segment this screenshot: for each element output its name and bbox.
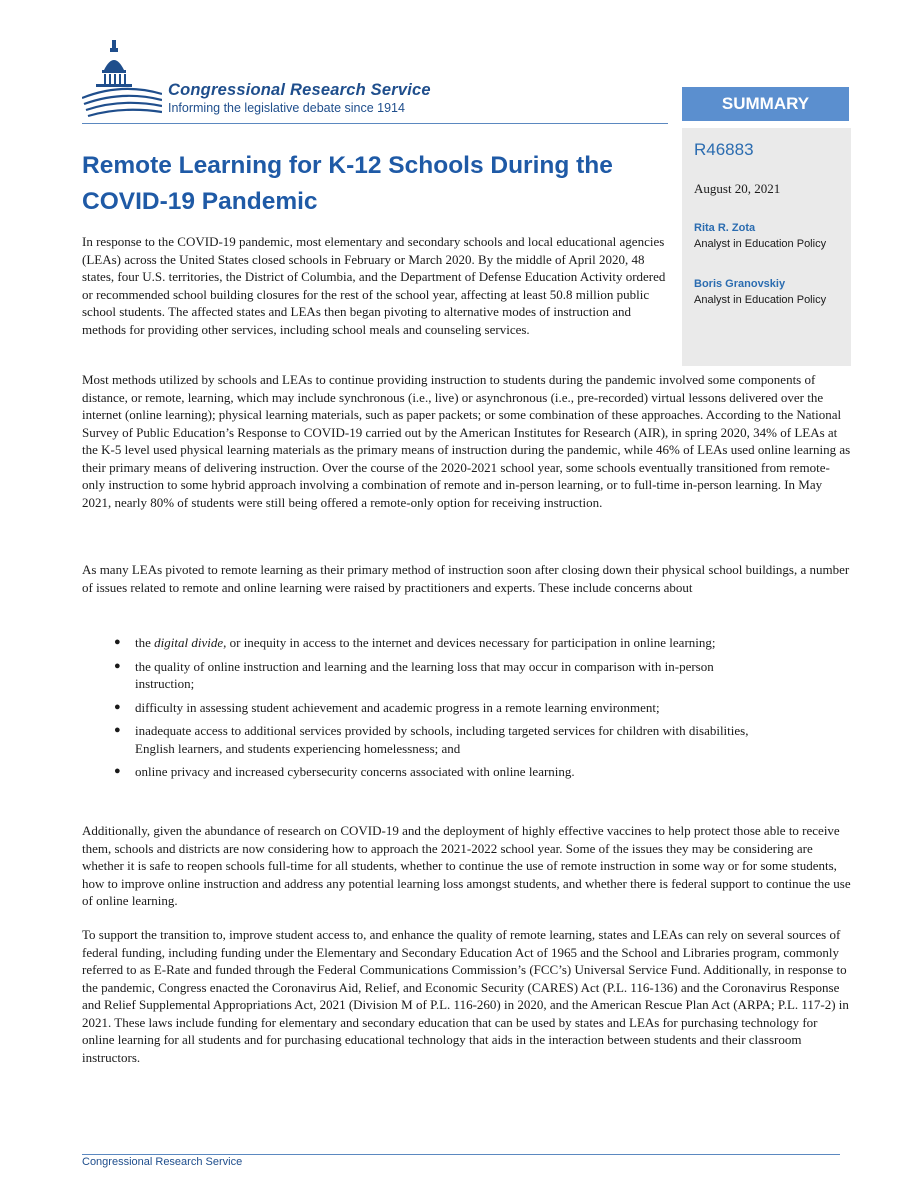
report-number: R46883 [694,140,754,159]
list-item: ● difficulty in assessing student achievement and academic progress in a remote learning environment; [114,699,660,715]
paragraph: As many LEAs pivoted to remote learning as their primary method of instruction soon after closing down their physical school buildings, a number of issues related to remote and online learning were raised by practitioners and experts. These include concerns about [82,562,850,595]
list-item: ● the digital divide, or inequity in access to the internet and devices necessary for participation in online learning; [114,635,716,650]
report-date: August 20, 2021 [694,181,781,196]
crs-logo [82,36,672,126]
author-name: Boris Granovskiy [694,278,786,290]
report-title: Remote Learning for K-12 Schools During the COVID-19 Pandemic [82,152,613,215]
paragraph: Most methods utilized by schools and LEAs to continue providing instruction to students during the pandemic involved some components of distance, or remote, learning, which may include synchronous (i.e., live) or asynchronous (i.e., pre-recorded) virtual lessons delivered over the internet (online learning); physical learning materials, such as paper packets; or some combination of these approaches. According to the National Survey of Public Education’s Response to COVID-19 carried out by the American Institutes for Research (AIR), in spring 2020, 34% of LEAs at the K-5 level used physical learning materials as the primary means of instruction during the pandemic, while 46% of LEAs used online learning as their primary means of delivering instruction. Over the course of the 2020-2021 school year, some schools eventually transitioned from remote-only instruction to some hybrid approach involving a combination of remote and in-person learning, or to full-time in-person learning. In May 2021, nearly 80% of students were still being offered a remote-only option for receiving instruction. [82,372,851,510]
summary-heading: SUMMARY [682,87,849,121]
bullet-icon: ● [114,724,121,736]
summary-sidebar [682,128,851,366]
paragraph: Additionally, given the abundance of research on COVID-19 and the deployment of highly effective vaccines to help protect those able to receive them, schools and districts are now considering how to approach the 2021-2022 school year. Some of the issues they may be considering are whether it is safe to reopen schools full-time for all students, whether to continue the use of remote instruction in some way or for some students, how to improve online instruction and address any potential learning loss amongst students, and whether there is federal support to continue the use of online learning. [82,823,851,908]
author-block [694,220,826,252]
footer-rule [82,1154,840,1155]
concerns-list [82,634,852,787]
digital-divide-term: digital divide [154,635,224,650]
footer-text: Congressional Research Service [82,1156,243,1168]
capitol-dome-icon [82,36,162,126]
header-rule [82,123,668,124]
org-name: Congressional Research Service [168,81,431,99]
list-item: ● the quality of online instruction and learning and the learning loss that may occur in comparison with in-person instruction; [114,658,714,691]
author-role: Analyst in Education Policy [694,238,827,250]
paragraph: To support the transition to, improve student access to, and enhance the quality of remote learning, states and LEAs can rely on several sources of federal funding, including funding under the Elementary and Secondary Education Act of 1965 and the School and Libraries program, commonly referred to as E-Rate and funded through the Federal Communications Commission’s (FCC’s) Universal Service Fund. Additionally, in response to the pandemic, Congress enacted the Coronavirus Aid, Relief, and Economic Security (CARES) Act (P.L. 116-136) and the Coronavirus Response and Relief Supplemental Appropriations Act, 2021 (Division M of P.L. 116-260) in 2020, and the American Rescue Plan Act (ARPA; P.L. 117-2) in 2021. These laws include funding for elementary and secondary education that can be used by states and LEAs for purchasing technology for online learning for all students and for purchasing educational technology that aids in the interaction between students and their classroom instructors. [82,927,849,1065]
bullet-icon: ● [114,765,121,777]
author-name: Rita R. Zota [694,222,756,234]
bullet-icon: ● [114,700,121,713]
author-role: Analyst in Education Policy [694,294,827,306]
author-block [694,276,826,308]
bullet-icon: ● [114,659,121,672]
paragraph: In response to the COVID-19 pandemic, most elementary and secondary schools and local educational agencies (LEAs) across the United States closed schools in February or March 2020. By the middle of April 2020, 48 states, four U.S. territories, the District of Columbia, and the Department of Defense Education Activity ordered or recommended school building closures for the rest of the school year, affecting at least 50.8 million public school students. The affected states and LEAs then began pivoting to alternative modes of instruction and methods for providing other services, including school meals and counseling services. [82,234,666,337]
org-tagline: Informing the legislative debate since 1914 [168,101,405,115]
bullet-icon: ● [114,636,121,648]
list-item: ● online privacy and increased cybersecurity concerns associated with online learning. [114,764,575,779]
list-item: ● inadequate access to additional services provided by schools, including targeted services for children with disabilities, English learners, and students experiencing homelessness; and [114,723,749,756]
